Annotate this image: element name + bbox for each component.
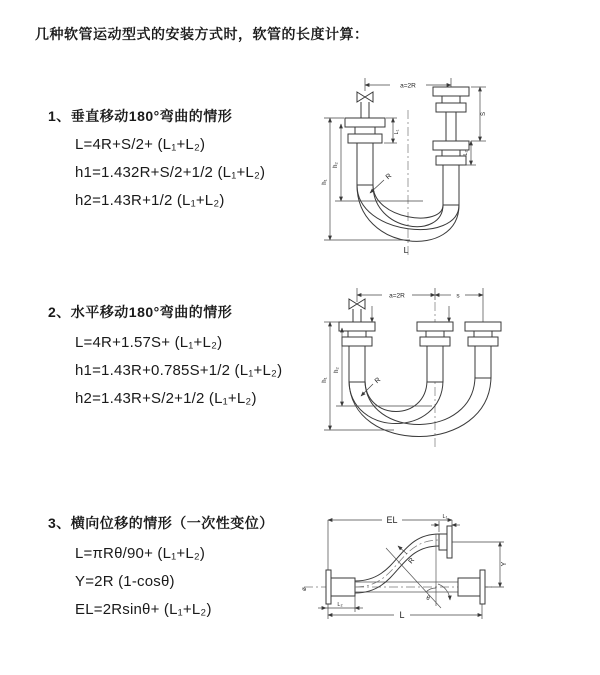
diagram-horizontal-bend (314, 280, 551, 458)
dim-length (328, 604, 482, 620)
dim-el (328, 515, 452, 619)
dim-length-label: L (399, 610, 405, 620)
radius-label: R (384, 172, 394, 182)
radius-callout (398, 546, 416, 565)
dim-height-outer-label: h₁ (322, 179, 328, 185)
dim-width-label: a=2R (389, 292, 405, 300)
section1-formula-l: L=4R+S/2+ (L₁+L₂) (75, 136, 206, 153)
dim-fitting1-label: L₁ (442, 514, 448, 520)
diagram-vertical-bend-svg (310, 70, 535, 260)
section3-formula-l: L=πRθ/90+ (L₁+L₂) (75, 545, 206, 562)
section3-heading: 3、横向位移的情形（一次性变位） (48, 515, 274, 531)
section2-heading: 2、水平移动180°弯曲的情形 (48, 304, 233, 320)
length-label: L (403, 245, 409, 255)
left-pipe (345, 102, 385, 185)
valve-icon (357, 92, 373, 102)
hose-s-curve (355, 534, 439, 593)
diagram-lateral-displacement (294, 496, 566, 651)
dim-stroke (471, 87, 487, 141)
section3-formula-y: Y=2R (1-cosθ) (75, 573, 175, 590)
section1-formula-h1: h1=1.432R+S/2+1/2 (L₁+L₂) (75, 164, 266, 181)
dim-height-inner-label: h₂ (334, 367, 340, 373)
dim-height-outer-label: h₁ (322, 377, 328, 383)
radius-label: R (407, 556, 417, 566)
dim-fitting2-label: L₂ (337, 602, 343, 608)
section1-heading: 1、垂直移动180°弯曲的情形 (48, 108, 233, 124)
right-pipe (465, 322, 501, 378)
section2-formula-h1: h1=1.43R+0.785S+1/2 (L₁+L₂) (75, 362, 283, 379)
right-pipe (433, 87, 469, 205)
dim-fitting2 (318, 596, 363, 612)
dim-stroke-label: s (456, 292, 460, 300)
dim-offset-label: Y (501, 561, 508, 567)
radius-label: R (373, 376, 383, 386)
pipe-dia-label: ø (302, 587, 308, 591)
diagram-vertical-bend (310, 70, 535, 260)
diagram-horizontal-bend-svg (314, 280, 551, 458)
dim-fitting1 (384, 118, 400, 143)
dim-fitting1 (431, 514, 460, 532)
left-pipe (339, 322, 375, 382)
dim-el-label: EL (386, 515, 398, 525)
diagram-lateral-displacement-svg (294, 496, 566, 651)
page-title: 几种软管运动型式的安装方式时，软管的长度计算： (35, 26, 369, 42)
middle-pipe (417, 322, 453, 382)
dim-stroke-label: S (481, 111, 487, 117)
dim-fitting1-label: L₁ (394, 129, 400, 135)
section3-formula-el: EL=2Rsinθ+ (L₁+L₂) (75, 601, 212, 618)
dim-fitting2-label: L₂ (463, 150, 469, 156)
angle-label: θ (426, 596, 430, 602)
left-end-flange (326, 570, 355, 604)
valve-icon (349, 299, 365, 322)
section2-formula-h2: h2=1.43R+S/2+1/2 (L₁+L₂) (75, 390, 257, 407)
dim-height-inner-label: h₂ (333, 162, 339, 168)
dim-width (357, 288, 483, 322)
locator-arrows (372, 306, 449, 322)
section1-formula-h2: h2=1.43R+1/2 (L₁+L₂) (75, 192, 225, 209)
dim-width-label: a=2R (400, 82, 416, 90)
section2-formula-l: L=4R+1.57S+ (L₁+L₂) (75, 334, 223, 351)
displaced-end-flange (439, 526, 452, 558)
